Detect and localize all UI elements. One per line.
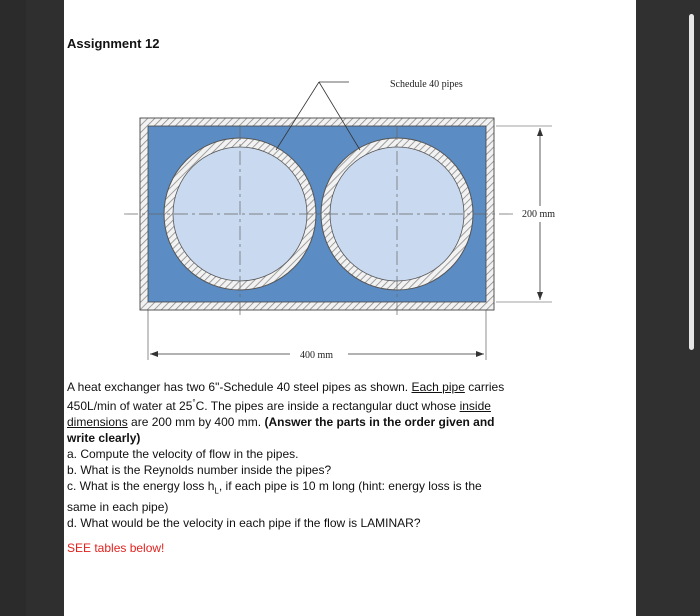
question-a: a. Compute the velocity of flow in the pipes. <box>67 447 299 461</box>
width-dimension-label: 400 mm <box>300 350 334 361</box>
question-d: d. What would be the velocity in each pipe if the flow is LAMINAR? <box>67 516 421 531</box>
question-c: c. What is the energy loss $h_L$, if each pipe is 10 m long (hint: energy loss is the same in each pipe) <box>67 479 482 515</box>
problem-intro: A heat exchanger has two 6"-Schedule 40 steel pipes as shown. Each pipe carries 450L/min of water at 25°C. The pipes are inside a rectangular duct whose inside dimensions are 200 mm by 400 mm. (Answer the parts in the order given and write clearly) <box>67 380 505 445</box>
assignment-title: Assignment 12 <box>67 36 160 51</box>
tables-note: SEE tables below! <box>67 541 165 555</box>
pipes-label: Schedule 40 pipes <box>390 79 463 90</box>
problem-statement <box>67 379 507 531</box>
background-left <box>0 0 26 616</box>
duct-diagram <box>64 60 584 370</box>
question-b: b. What is the Reynolds number inside the pipes? <box>67 463 332 477</box>
scrollbar-thumb[interactable] <box>689 14 694 350</box>
height-dimension-label: 200 mm <box>522 209 556 220</box>
